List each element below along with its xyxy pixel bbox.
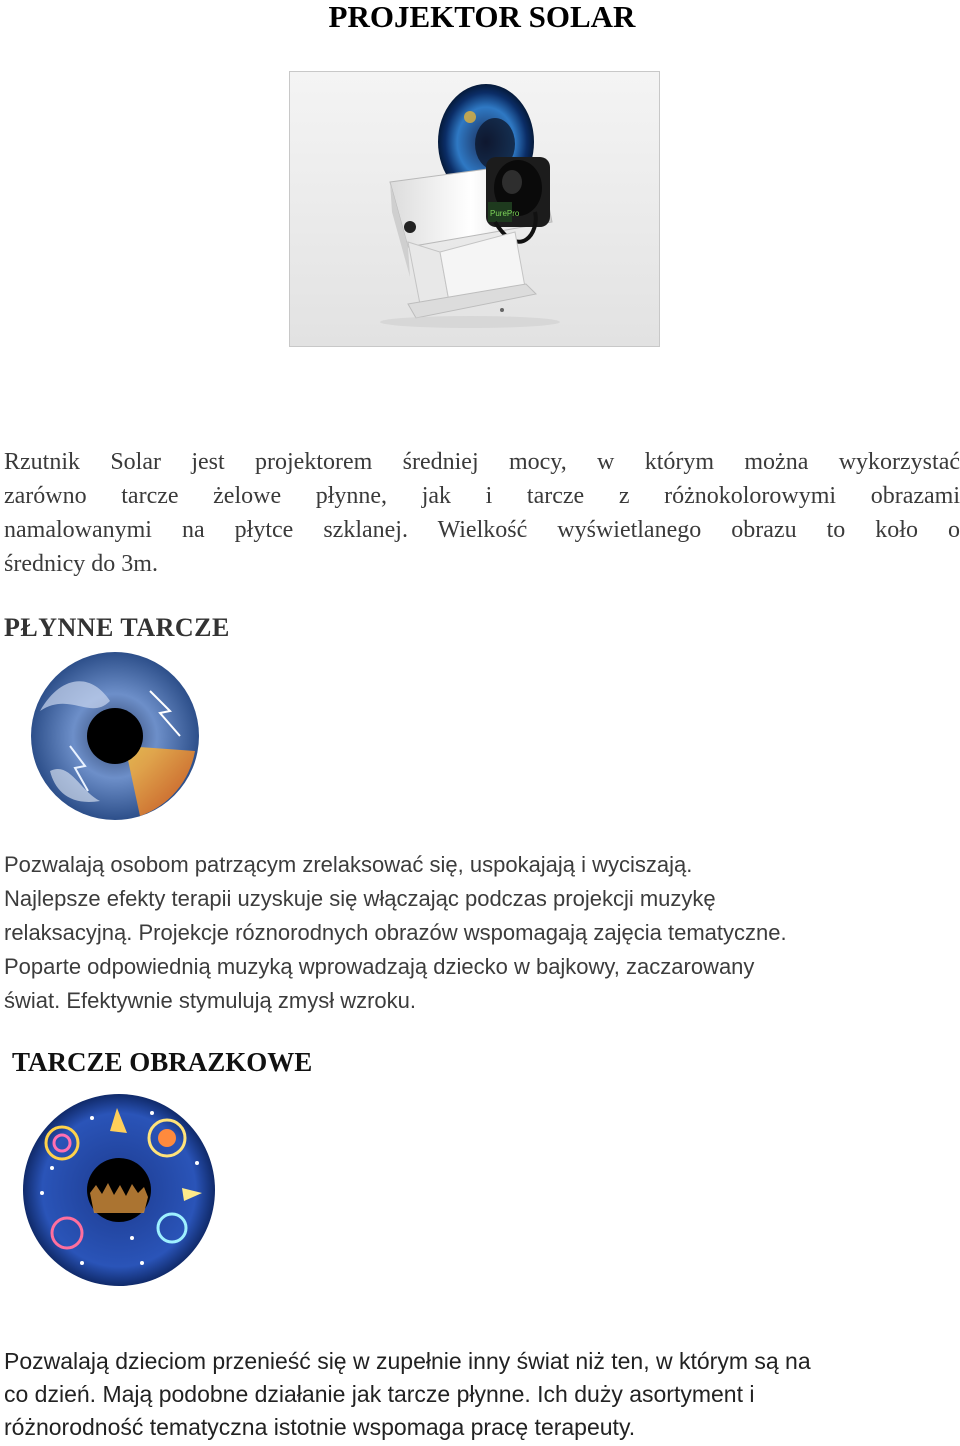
liquid-paragraph — [4, 848, 960, 1018]
intro-line: namalowanymi na płytce szklanej. Wielkość wyświetlanego obrazu to koło o — [4, 517, 960, 543]
liquid-disc-image — [30, 651, 200, 821]
picture-line: Pozwalają dzieciom przenieść się w zupełnie inny świat niż ten, w którym są na — [4, 1348, 811, 1374]
liquid-line: Poparte odpowiednią muzyką wprowadzają dziecko w bajkowy, zaczarowany — [4, 954, 755, 979]
intro-line: Rzutnik Solar jest projektorem średniej mocy, w którym można wykorzystać — [4, 449, 960, 475]
picture-disc-image — [22, 1093, 216, 1287]
projector-photo — [289, 71, 660, 347]
liquid-line: relaksacyjną. Projekcje róznorodnych obrazów wspomagają zajęcia tematyczne. — [4, 920, 787, 945]
projector-image — [290, 72, 659, 346]
picture-paragraph — [4, 1345, 960, 1444]
liquid-line: Pozwalają osobom patrzącym zrelaksować się, uspokajają i wyciszają. — [4, 852, 693, 877]
section-heading-picture: TARCZE OBRAZKOWE — [12, 1047, 313, 1077]
section-heading-liquid: PŁYNNE TARCZE — [4, 613, 230, 642]
intro-paragraph — [4, 445, 960, 581]
intro-line: średnicy do 3m. — [4, 551, 158, 577]
intro-line: zarówno tarcze żelowe płynne, jak i tarcze z różnokolorowymi obrazami — [4, 483, 960, 509]
page-title: PROJEKTOR SOLAR — [328, 0, 636, 34]
picture-line: co dzień. Mają podobne działanie jak tarcze płynne. Ich duży asortyment i — [4, 1381, 755, 1407]
liquid-line: Najlepsze efekty terapii uzyskuje się włączając podczas projekcji muzykę — [4, 886, 716, 911]
device-label: PurePro — [490, 209, 520, 218]
picture-line: różnorodność tematyczna istotnie wspomaga pracę terapeuty. — [4, 1414, 636, 1440]
liquid-line: świat. Efektywnie stymulują zmysł wzroku. — [4, 988, 416, 1013]
